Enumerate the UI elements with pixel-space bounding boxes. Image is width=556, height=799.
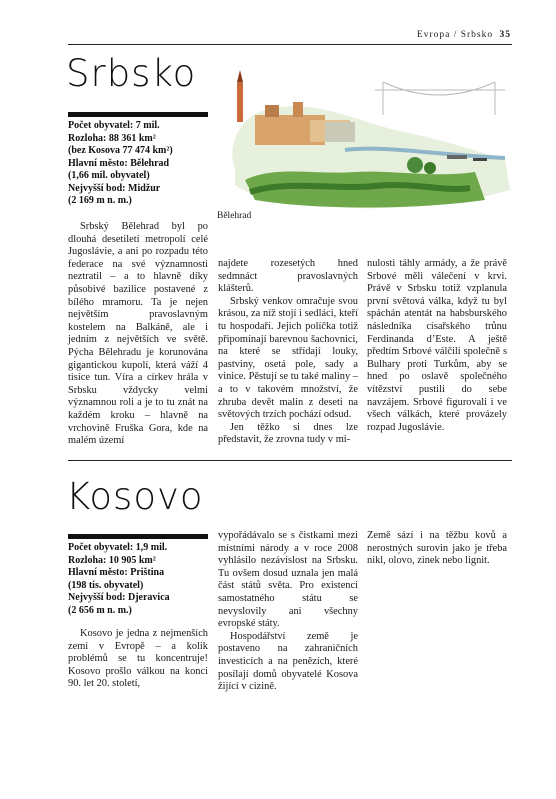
fact-line: Rozloha: 10 905 km²	[68, 554, 156, 566]
fact-line: Počet obyvatel: 7 mil.	[68, 120, 160, 131]
facts-box-kosovo	[68, 542, 218, 617]
facts-rule-serbia	[68, 112, 208, 117]
page-number: 35	[499, 30, 511, 40]
paragraph: Hospodářství země je postaveno na zahraničních investicích a na penězích, které posílají domů obyvatelé Kosova žijící v cizině.	[218, 630, 358, 693]
fact-line: (2 169 m n. m.)	[68, 195, 132, 206]
paragraph: nulosti táhly armády, a že právě Srbové měli válečení v krvi. Právě v Srbsku totiž vzplanula první světová válka, když tu byl spáchán atentát na habsburského následníka císařského trůnu Ferdinanda d’Este. A ještě předtím Srbové válčili společně s Bulhary proti Turkům, aby se hned po oslavě společného vítězství pustili do sebe navzájem. Srbové figurovali i ve všech válkách, které provázely rozpad Jugoslávie.	[367, 258, 507, 433]
paragraph: najdete rozesetých hned sedmnáct pravoslavných klášterů.	[218, 258, 358, 295]
paragraph: Země sází i na těžbu kovů a nerostných surovin jako je třeba nikl, olovo, zinek nebo lignit.	[367, 530, 507, 567]
fact-line: Hlavní město: Bělehrad	[68, 157, 170, 169]
facts-box-serbia	[68, 120, 218, 208]
facts-rule-kosovo	[68, 534, 208, 539]
serbia-column-2	[218, 258, 358, 447]
section-title-kosovo: Kosovo	[66, 475, 204, 518]
fact-line: (198 tis. obyvatel)	[68, 579, 144, 591]
kosovo-column-1	[68, 628, 208, 691]
fact-line: (bez Kosova 77 474 km²)	[68, 145, 173, 156]
paragraph: Kosovo je jedna z nejmenších zemí v Evropě – a kolik problémů se tu koncentruje! Kosovo prošlo válkou na konci 90. let 20. století,	[68, 628, 208, 690]
paragraph: Srbský venkov omračuje svou krásou, za níž stojí i sedláci, kteří tu hospodaří. Jejich políčka totiž připomínají barevnou šachovnici, na které se střídají louky, pastviny, osetá pole, sady a vinice. Pěstují se tu také maliny – a to v takovém množství, že zhruba devět malin z deseti na světových trzích pochází odsud.	[218, 295, 358, 421]
top-rule	[68, 44, 512, 45]
section-divider	[68, 460, 512, 461]
fact-line: Nejvyšší bod: Midžur	[68, 182, 161, 194]
belgrade-illustration	[215, 60, 515, 210]
fact-line: (2 656 m n. m.)	[68, 604, 132, 616]
paragraph: vypořádávalo se s čistkami mezi místními národy a v roce 2008 vyhlásilo nezávislost na Srbsku. Tu ovšem dosud uznala jen malá část států světa. Pro existenci samostatného státu se nevyslovily ani všechny evropské státy.	[218, 530, 358, 630]
fact-line: Počet obyvatel: 1,9 mil.	[68, 542, 168, 553]
serbia-column-1	[68, 221, 208, 448]
fact-line: Hlavní město: Priština	[68, 567, 165, 578]
fact-line: Rozloha: 88 361 km²	[68, 132, 156, 144]
section-title-serbia: Srbsko	[66, 52, 197, 95]
running-head	[417, 30, 511, 40]
fact-line: Nejvyšší bod: Djeravica	[68, 592, 170, 603]
kosovo-column-3	[367, 530, 507, 568]
fact-line: (1,66 mil. obyvatel)	[68, 170, 150, 181]
serbia-column-3	[367, 258, 507, 434]
running-title: Evropa / Srbsko	[416, 30, 494, 40]
kosovo-column-2	[218, 530, 358, 694]
paragraph: Jen těžko si dnes lze představit, že zrovna tudy v mi-	[218, 421, 358, 446]
paragraph: Srbský Bělehrad byl po dlouhá desetiletí metropolí celé Jugoslávie, a ani po rozpadu této federace na své významnosti neztratil – a to hlavně díky působivé bazilice postavené z bílého mramoru. Ta je nejen největším pravoslavným kostelem na Balkáně, ale i jedním z největších ve světě. Pýcha Bělehradu je korunována gigantickou kupolí, která váží 4 tisíce tun. Víra a církev hrála v Srbsku vždycky velmi významnou roli a je to tu znát na každém kroku – hlavně na vrchovině Fruška Gora, kde na malém území	[68, 221, 208, 447]
image-caption: Bělehrad	[217, 211, 252, 221]
